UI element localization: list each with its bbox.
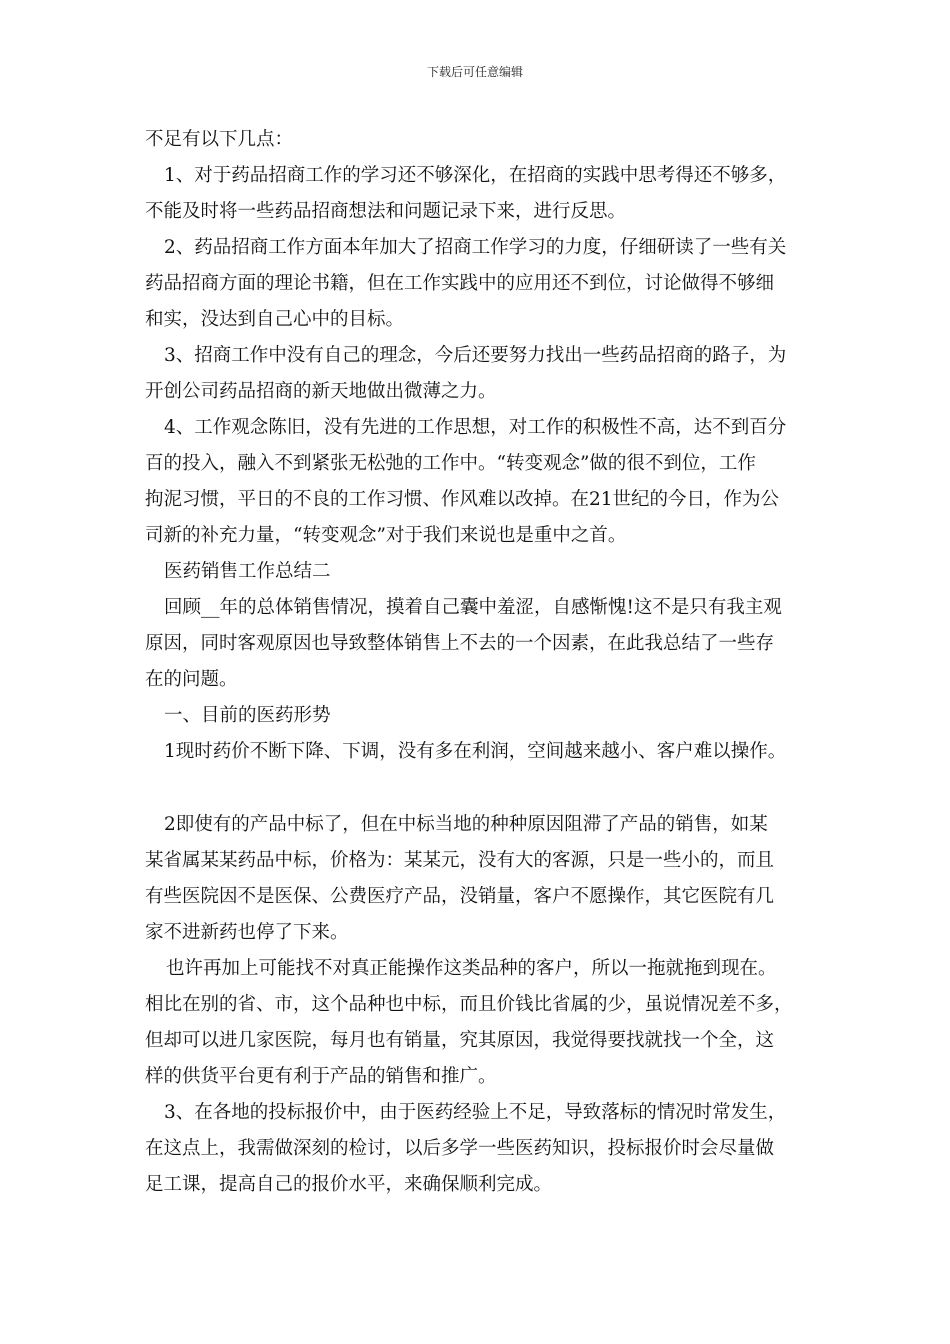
text-line-item-2e: 也许再加上可能找不对真正能操作这类品种的客户，所以一拖就拖到现在。 bbox=[166, 958, 777, 979]
text-line-point-2a: 2、药品招商工作方面本年加大了招商工作学习的力度，仔细研读了一些有关 bbox=[164, 237, 787, 258]
text-line-review-b: 原因，同时客观原因也导致整体销售上不去的一个因素，在此我总结了一些存 bbox=[145, 633, 775, 654]
document-body bbox=[145, 122, 815, 1203]
text-line-point-4b: 百的投入，融入不到紧张无松弛的工作中。“转变观念”做的很不到位，工作 bbox=[145, 453, 756, 474]
text-line-item-3c: 足工课，提高自己的报价水平，来确保顺利完成。 bbox=[145, 1174, 553, 1195]
subsection-heading: 一、目前的医药形势 bbox=[164, 705, 331, 726]
page-header-note: 下载后可任意编辑 bbox=[426, 65, 523, 79]
text-line-item-2d: 家不进新药也停了下来。 bbox=[145, 922, 349, 943]
text-line-point-4d: 司新的补充力量，“转变观念”对于我们来说也是重中之首。 bbox=[145, 525, 627, 546]
text-line-item-1: 1现时药价不断下降、下调，没有多在利润，空间越来越小、客户难以操作。 bbox=[164, 741, 787, 762]
text-line-item-2b: 某省属某某药品中标，价格为：某某元，没有大的客源，只是一些小的，而且 bbox=[145, 850, 775, 871]
text-line-item-2c: 有些医院因不是医保、公费医疗产品，没销量，客户不愿操作，其它医院有几 bbox=[145, 886, 775, 907]
text-line-point-2c: 和实，没达到自己心中的目标。 bbox=[145, 309, 405, 330]
text-line-item-2a: 2即使有的产品中标了，但在中标当地的种种原因阻滞了产品的销售，如某 bbox=[164, 814, 768, 835]
text-line-item-3b: 在这点上，我需做深刻的检讨，以后多学一些医药知识，投标报价时会尽量做 bbox=[145, 1138, 775, 1159]
text-line-review-a: 回顾__年的总体销售情况，摸着自己囊中羞涩，自感惭愧!这不是只有我主观 bbox=[164, 597, 782, 618]
text-line-intro: 不足有以下几点： bbox=[145, 129, 294, 150]
text-line-point-4c: 拘泥习惯，平日的不良的工作习惯、作风难以改掉。在21世纪的今日，作为公 bbox=[145, 489, 780, 510]
paragraph-spacer bbox=[145, 770, 815, 807]
text-line-review-c: 在的问题。 bbox=[145, 669, 238, 690]
text-line-item-2g: 但却可以进几家医院，每月也有销量，究其原因，我觉得要找就找一个全，这 bbox=[145, 1030, 775, 1051]
text-line-point-4a: 4、工作观念陈旧，没有先进的工作思想，对工作的积极性不高，达不到百分 bbox=[164, 417, 787, 438]
text-line-point-1a: 1、对于药品招商工作的学习还不够深化，在招商的实践中思考得还不够多， bbox=[164, 165, 787, 186]
text-line-item-3a: 3、在各地的投标报价中，由于医药经验上不足，导致落标的情况时常发生， bbox=[164, 1102, 787, 1123]
text-line-item-2f: 相比在别的省、市，这个品种也中标，而且价钱比省属的少，虽说情况差不多， bbox=[145, 994, 793, 1015]
text-line-item-2h: 样的供货平台更有利于产品的销售和推广。 bbox=[145, 1066, 497, 1087]
text-line-point-3a: 3、招商工作中没有自己的理念，今后还要努力找出一些药品招商的路子，为 bbox=[164, 345, 787, 366]
text-line-point-2b: 药品招商方面的理论书籍，但在工作实践中的应用还不到位，讨论做得不够细 bbox=[145, 273, 775, 294]
section-title: 医药销售工作总结二 bbox=[164, 561, 331, 582]
text-line-point-1b: 不能及时将一些药品招商想法和问题记录下来，进行反思。 bbox=[145, 201, 627, 222]
text-line-point-3b: 开创公司药品招商的新天地做出微薄之力。 bbox=[145, 381, 497, 402]
